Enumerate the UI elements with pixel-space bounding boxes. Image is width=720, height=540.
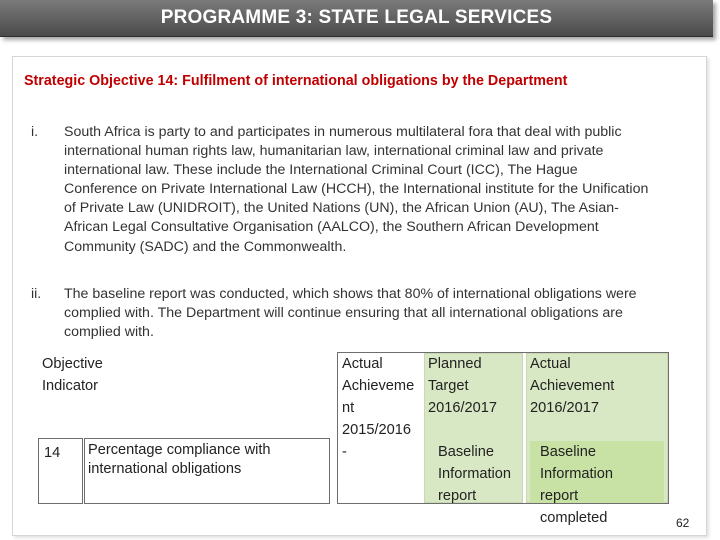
header-objective-indicator: Objective Indicator xyxy=(42,356,103,394)
row-actual-2016: Baseline Information report completed xyxy=(540,444,614,526)
header-actual-2016: Actual Achievement 2016/2017 xyxy=(530,356,615,416)
objective-heading: Strategic Objective 14: Fulfilment of international obligations by the Department xyxy=(24,73,568,89)
page-number: 62 xyxy=(676,516,690,530)
paragraph-1-text: South Africa is party to and participates in numerous multilateral fora that deal with public international human rights law, humanitarian law, international criminal law and private international law. These include the International Criminal Court (ICC), The Hague Conference on Private International Law (HCCH), the International institute for the Unification of Private Law (UNIDROIT), the United Nations (UN), the African Union (AU), The Asian-African Legal Consultative Organisation (AALCO), the Southern African Development Community (SADC) and the Commonwealth. xyxy=(64,124,649,255)
paragraph-2-marker: ii. xyxy=(31,286,42,302)
paragraph-2-text: The baseline report was conducted, which shows that 80% of international obligations were complied with. The Department will continue ensuring that all international obligations are complied with. xyxy=(64,286,637,341)
header-actual-2015: Actual Achieveme nt 2015/2016 xyxy=(342,356,415,438)
row-actual-2015: - xyxy=(342,444,347,460)
paragraph-1-marker: i. xyxy=(31,124,39,140)
slide-title: PROGRAMME 3: STATE LEGAL SERVICES xyxy=(0,0,713,37)
row-planned-target: Baseline Information report xyxy=(438,444,512,504)
row-indicator: Percentage compliance with international obligations xyxy=(88,442,271,477)
header-planned-target: Planned Target 2016/2017 xyxy=(428,356,497,416)
row-number: 14 xyxy=(44,445,61,461)
